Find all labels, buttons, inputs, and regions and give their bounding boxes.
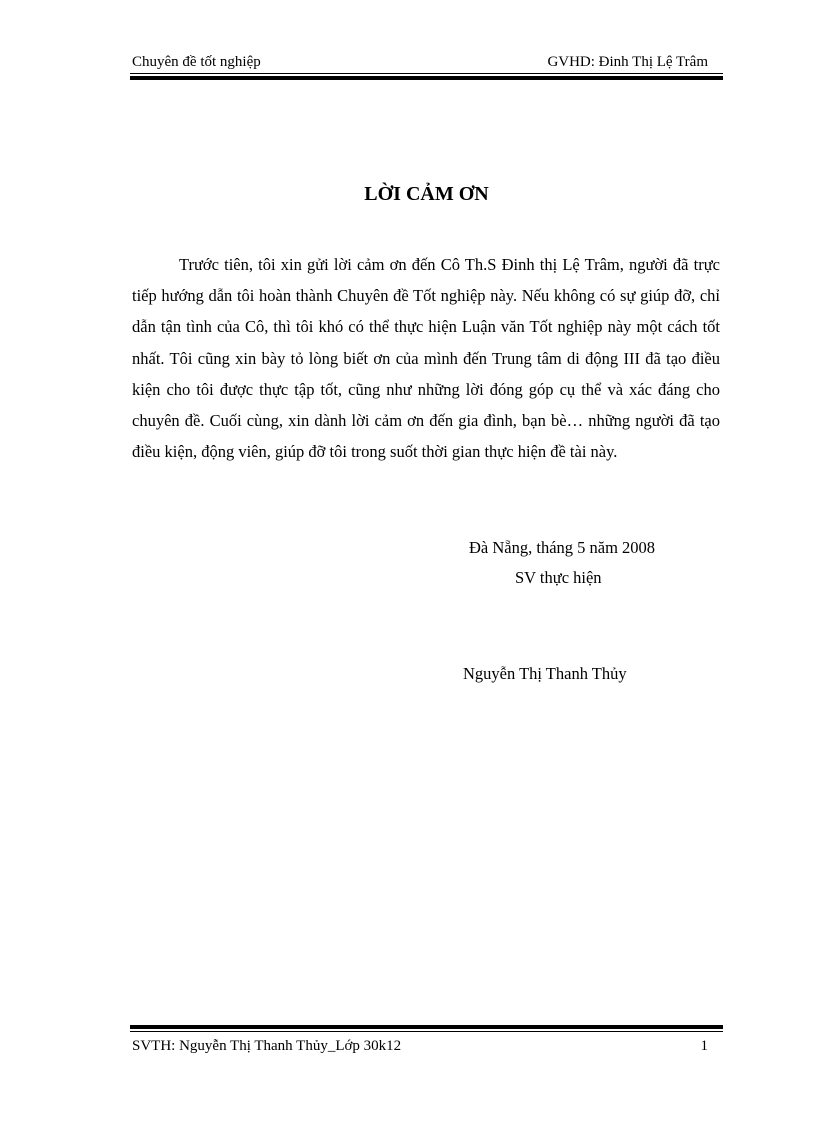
footer-rule-thick — [130, 1025, 723, 1029]
footer-rule-thin — [130, 1031, 723, 1032]
header-rule-thick — [130, 76, 723, 80]
page-header — [132, 52, 708, 72]
signature-date: Đà Nẵng, tháng 5 năm 2008 — [469, 538, 656, 557]
signature-name: Nguyễn Thị Thanh Thủy — [463, 664, 627, 683]
footer-student-info: SVTH: Nguyễn Thị Thanh Thủy_Lớp 30k12 — [132, 1038, 402, 1054]
header-advisor: GVHD: Đinh Thị Lệ Trâm — [547, 54, 708, 70]
page-title: LỜI CẢM ƠN — [364, 183, 489, 205]
page-number: 1 — [700, 1038, 708, 1054]
acknowledgement-paragraph: Trước tiên, tôi xin gửi lời cảm ơn đến Cô Th.S Đinh thị Lệ Trâm, người đã trực tiếp hướng dẫn tôi hoàn thành Chuyên đề Tốt nghiệp này. Nếu không có sự giúp đỡ, chỉ dẫn tận tình của Cô, thì tôi khó có thể thực hiện Luận văn Tốt nghiệp này một cách tốt nhất. Tôi cũng xin bày tỏ lòng biết ơn của mình đến Trung tâm di động III đã tạo điều kiện cho tôi được thực tập tốt, cũng như những lời đóng góp cụ thể và xác đáng cho chuyên đề. Cuối cùng, xin dành lời cảm ơn đến gia đình, bạn bè… những người đã tạo điều kiện, động viên, giúp đỡ tôi trong suốt thời gian thực hiện đề tài này. — [132, 255, 720, 462]
signature-role: SV thực hiện — [515, 568, 602, 587]
header-rule-thin — [130, 73, 723, 74]
page-footer — [132, 1036, 708, 1056]
header-document-type: Chuyên đề tốt nghiệp — [132, 54, 261, 70]
